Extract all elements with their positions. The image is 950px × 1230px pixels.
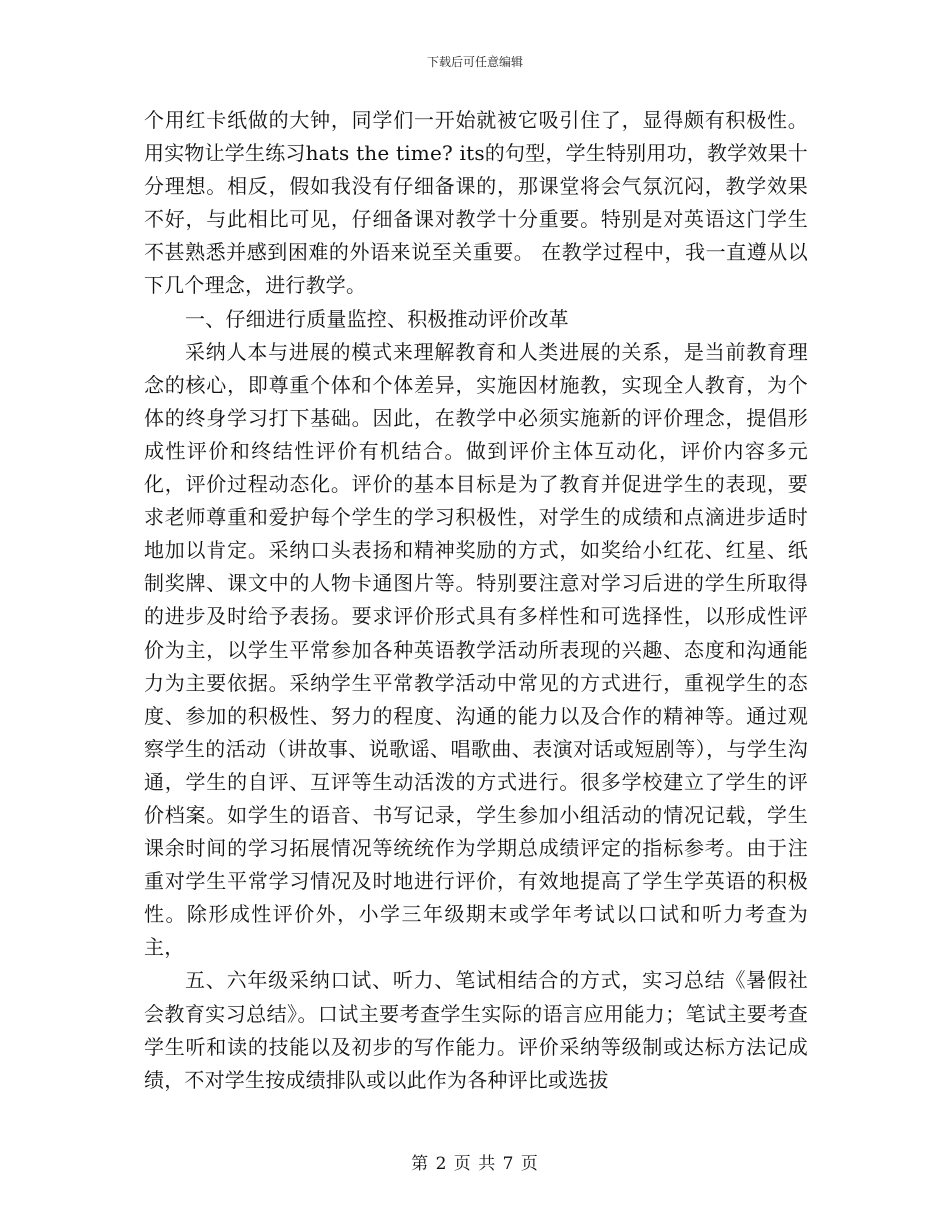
paragraph-2: 采纳人本与进展的模式来理解教育和人类进展的关系，是当前教育理念的核心，即尊重个体和个体差异，实施因材施教，实现全人教育，为个体的终身学习打下基础。因此，在教学中必须实施新的评价理念，提倡形成性评价和终结性评价有机结合。做到评价主体互动化，评价内容多元化，评价过程动态化。评价的基本目标是为了教育并促进学生的表现，要求老师尊重和爱护每个学生的学习积极性，对学生的成绩和点滴进步适时地加以肯定。采纳口头表扬和精神奖励的方式，如奖给小红花、红星、纸制奖牌、课文中的人物卡通图片等。特别要注意对学习后进的学生所取得的进步及时给予表扬。要求评价形式具有多样性和可选择性，以形成性评价为主，以学生平常参加各种英语教学活动所表现的兴趣、态度和沟通能力为主要依据。采纳学生平常教学活动中常见的方式进行，重视学生的态度、参加的积极性、努力的程度、沟通的能力以及合作的精神等。通过观察学生的活动（讲故事、说歌谣、唱歌曲、表演对话或短剧等），与学生沟通，学生的自评、互评等生动活泼的方式进行。很多学校建立了学生的评价档案。如学生的语音、书写记录，学生参加小组活动的情况记载，学生课余时间的学习拓展情况等统统作为学期总成绩评定的指标参考。由于注重对学生平常学习情况及时地进行评价，有效地提高了学生学英语的积极性。除形成性评价外，小学三年级期末或学年考试以口试和听力考查为主，	[144, 339, 808, 960]
page-header: 下载后可任意编辑	[426, 55, 523, 69]
paragraph-3: 五、六年级采纳口试、听力、笔试相结合的方式，实习总结《暑假社会教育实习总结》。口试主要考查学生实际的语言应用能力；笔试主要考查学生听和读的技能以及初步的写作能力。评价采纳等级制或达标方法记成绩，不对学生按成绩排队或以此作为各种评比或选拔	[144, 968, 808, 1092]
page-number-footer: 第 2 页 共 7 页	[411, 1154, 539, 1174]
paragraph-1: 个用红卡纸做的大钟，同学们一开始就被它吸引住了，显得颇有积极性。用实物让学生练习hats the time? its的句型，学生特别用功，教学效果十分理想。相反，假如我没有仔细备课的，那课堂将会气氛沉闷，教学效果不好，与此相比可见，仔细备课对教学十分重要。特别是对英语这门学生不甚熟悉并感到困难的外语来说至关重要。 在教学过程中，我一直遵从以下几个理念，进行教学。	[144, 108, 808, 298]
document-body	[144, 104, 808, 1097]
section-heading: 一、仔细进行质量监控、积极推动评价改革	[185, 306, 569, 331]
